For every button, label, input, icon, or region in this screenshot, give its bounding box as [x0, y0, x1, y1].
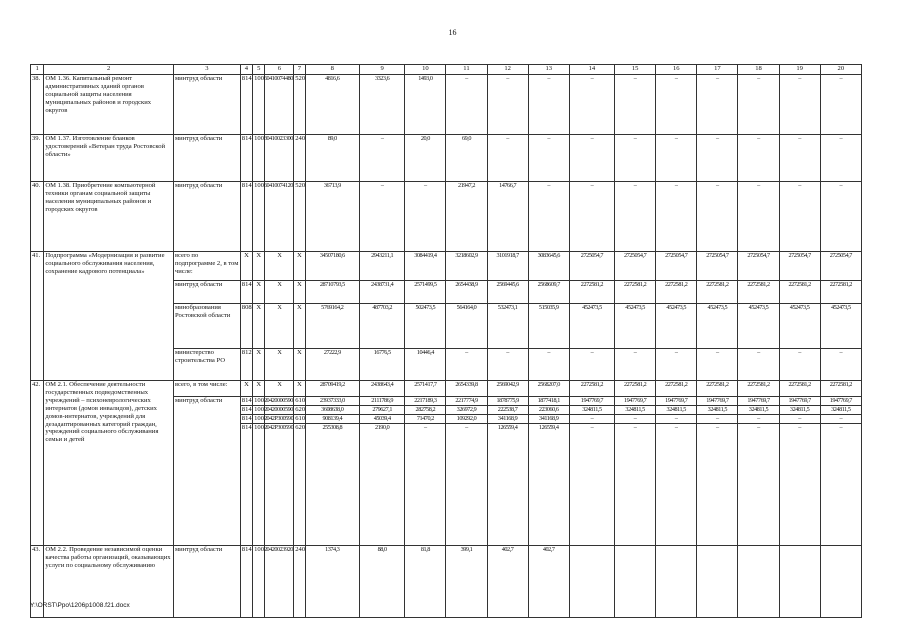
grbs-code: 814: [240, 546, 252, 618]
year-amount: 1493,0: [405, 75, 446, 135]
grbs-code: 814: [240, 424, 252, 546]
year-amount: 515035,9: [528, 304, 569, 349]
table-row: [31, 381, 862, 397]
section-code: 1002: [253, 546, 265, 618]
expense-type-code: 610: [295, 397, 306, 404]
expense-type-code: 240: [294, 135, 305, 182]
year-amount: –: [487, 75, 528, 135]
year-amount: 126559,4: [487, 424, 528, 546]
year-amount: 2725054,7: [738, 252, 779, 281]
table-body: [31, 65, 862, 618]
row-number: 43.: [31, 546, 44, 618]
year-amount: 2272581,2: [569, 381, 614, 397]
year-amount: 564164,0: [446, 304, 487, 349]
expense-type-code: 240: [294, 546, 305, 618]
year-amount: –: [528, 75, 569, 135]
year-amount: –: [405, 182, 446, 252]
year-amount: 2272581,2: [697, 281, 738, 304]
year-amount: –: [697, 182, 738, 252]
year-amount: –: [820, 135, 861, 182]
total-amount: 34507180,6: [305, 252, 360, 281]
expense-type-code: 610: [295, 415, 306, 422]
year-amount: –: [697, 75, 738, 135]
year-amount: 2943211,1: [360, 252, 405, 281]
measure-name: ОМ 1.36. Капитальный ремонт административных зданий органов социальной защиты населения муниципальных районов и городских округов: [44, 75, 174, 135]
year-amount: 452473,5: [738, 304, 779, 349]
year-amount: –: [615, 415, 656, 424]
expense-type-code: 520: [294, 75, 305, 135]
year-amount: [656, 546, 697, 618]
grbs-code: 814: [240, 135, 252, 182]
column-number: 17: [697, 65, 738, 75]
year-amount: 452473,5: [779, 304, 820, 349]
grbs-code: Х: [240, 252, 252, 281]
table-row: [31, 182, 862, 252]
year-amount: 2190,0: [360, 424, 405, 546]
grbs-code: 812: [240, 349, 252, 381]
year-amount: 2725054,7: [615, 252, 656, 281]
year-amount: –: [360, 182, 405, 252]
row-number: 40.: [31, 182, 44, 252]
year-amount: 487703,2: [360, 304, 405, 349]
column-number: 6: [265, 65, 294, 75]
row-number: 38.: [31, 75, 44, 135]
year-amount: –: [697, 415, 738, 424]
year-amount: 402,7: [528, 546, 569, 618]
year-amount: 2272581,2: [656, 381, 697, 397]
year-amount: –: [656, 135, 697, 182]
year-amount: 20,0: [405, 135, 446, 182]
measure-name: Подпрограмма «Модернизация и развитие социального обслуживания населения, сохранение кадрового потенциала»: [44, 252, 174, 381]
grbs-code: 808: [240, 304, 252, 349]
grbs-code: 814: [240, 75, 252, 135]
target-article-code: Х: [265, 304, 294, 349]
year-amount: –: [738, 349, 779, 381]
target-article-code: 0420023920: [265, 546, 294, 618]
year-amount: 71470,2: [405, 415, 446, 424]
year-amount: –: [820, 349, 861, 381]
year-amount: –: [615, 349, 656, 381]
section-code: 1006: [253, 182, 265, 252]
executor: всего, в том числе:: [173, 381, 240, 397]
total-amount: 5769164,2: [305, 304, 360, 349]
year-amount: –: [360, 135, 405, 182]
column-number: 18: [738, 65, 779, 75]
year-amount: 282758,2: [405, 406, 446, 415]
column-number: 10: [405, 65, 446, 75]
year-amount: –: [820, 182, 861, 252]
target-article-code: 0410023300: [265, 135, 294, 182]
column-number: 3: [173, 65, 240, 75]
year-amount: –: [779, 415, 820, 424]
section-code: 1002: [254, 397, 268, 404]
year-amount: –: [528, 349, 569, 381]
year-amount: 2272581,2: [656, 281, 697, 304]
year-amount: 2725054,7: [779, 252, 820, 281]
target-article-code: 0410074120: [265, 182, 294, 252]
year-amount: 1947769,7: [697, 397, 738, 406]
year-amount: [697, 546, 738, 618]
year-amount: –: [656, 182, 697, 252]
year-amount: 341168,9: [487, 415, 528, 424]
executor: минобразования Ростовской области: [173, 304, 240, 349]
column-number: 11: [446, 65, 487, 75]
grbs-code: 814: [241, 397, 252, 404]
total-amount: 89,0: [305, 135, 360, 182]
file-path-footer: Y:\ORST\Ppo\1206p1008.f21.docx: [30, 602, 130, 609]
year-amount: 126559,4: [528, 424, 569, 546]
column-number: 20: [820, 65, 861, 75]
total-amount: 255308,8: [305, 424, 360, 546]
year-amount: 1878775,9: [487, 397, 528, 406]
year-amount: 1947769,7: [615, 397, 656, 406]
year-amount: [738, 546, 779, 618]
year-amount: 2654339,8: [446, 381, 487, 397]
row-number: 42.: [31, 381, 44, 546]
year-amount: 341168,9: [528, 415, 569, 424]
year-amount: –: [615, 75, 656, 135]
total-amount: 3608638,0: [305, 406, 360, 415]
year-amount: –: [569, 349, 614, 381]
year-amount: 21947,2: [446, 182, 487, 252]
grbs-code: 814: [240, 281, 252, 304]
year-amount: 452473,5: [820, 304, 861, 349]
year-amount: 2654438,9: [446, 281, 487, 304]
year-amount: [615, 546, 656, 618]
column-number: 2: [44, 65, 174, 75]
year-amount: 2272581,2: [779, 281, 820, 304]
year-amount: 279627,1: [360, 406, 405, 415]
executor: минтруд области: [173, 135, 240, 182]
total-amount: 28709419,2: [305, 381, 360, 397]
year-amount: 81,8: [405, 546, 446, 618]
section-code: 1003: [253, 135, 265, 182]
year-amount: 2569445,6: [487, 281, 528, 304]
year-amount: 2571417,7: [405, 381, 446, 397]
table-row: [31, 252, 862, 281]
year-amount: 222538,7: [487, 406, 528, 415]
year-amount: –: [697, 349, 738, 381]
expense-type-code: Х: [294, 349, 305, 381]
table-row: [31, 546, 862, 618]
column-number-row: [31, 65, 862, 75]
year-amount: 2438731,4: [360, 281, 405, 304]
year-amount: –: [446, 75, 487, 135]
year-amount: –: [487, 349, 528, 381]
year-amount: 14766,7: [487, 182, 528, 252]
year-amount: –: [528, 135, 569, 182]
measure-name: ОМ 2.1. Обеспечение деятельности государственных подведомственных учреждений – психоневрологических интернатов (домов инвалидов), детских домов-интернатов, учреждений для дезадаптированных категорий граждан, учреждений социального обслуживания семьи и детей: [44, 381, 174, 546]
year-amount: –: [738, 424, 779, 546]
year-amount: 2725054,7: [697, 252, 738, 281]
expense-type-code: Х: [294, 252, 305, 281]
year-amount: 88,0: [360, 546, 405, 618]
year-amount: –: [779, 349, 820, 381]
target-article-code: 042Р300590: [265, 424, 294, 546]
year-amount: 3083645,6: [528, 252, 569, 281]
year-amount: 2111786,9: [360, 397, 405, 406]
year-amount: –: [820, 75, 861, 135]
year-amount: 3323,6: [360, 75, 405, 135]
year-amount: 1877418,1: [528, 397, 569, 406]
year-amount: 10446,4: [405, 349, 446, 381]
year-amount: 2272581,2: [615, 381, 656, 397]
year-amount: 402,7: [487, 546, 528, 618]
year-amount: 532473,1: [487, 304, 528, 349]
year-amount: [569, 546, 614, 618]
year-amount: 69,0: [446, 135, 487, 182]
year-amount: –: [446, 349, 487, 381]
year-amount: 452473,5: [656, 304, 697, 349]
target-article-code: Х: [265, 252, 294, 281]
target-article-code: 0420000590: [266, 406, 293, 413]
section-code: Х: [253, 304, 265, 349]
year-amount: 2272581,2: [820, 381, 861, 397]
year-amount: 326972,9: [446, 406, 487, 415]
year-amount: –: [738, 182, 779, 252]
column-number: 13: [528, 65, 569, 75]
year-amount: 223060,6: [528, 406, 569, 415]
target-article-code: 0420000590: [266, 397, 293, 404]
year-amount: 1947769,7: [569, 397, 614, 406]
column-number: 14: [569, 65, 614, 75]
year-amount: 2272581,2: [779, 381, 820, 397]
year-amount: 452473,5: [569, 304, 614, 349]
year-amount: 2272581,2: [820, 281, 861, 304]
year-amount: 3218602,9: [446, 252, 487, 281]
year-amount: 324811,5: [569, 406, 614, 415]
year-amount: 16776,5: [360, 349, 405, 381]
column-number: 19: [779, 65, 820, 75]
column-number: 7: [294, 65, 305, 75]
year-amount: 2217774,9: [446, 397, 487, 406]
executor: минтруд области: [173, 281, 240, 304]
total-amount: 1374,3: [305, 546, 360, 618]
measure-name: ОМ 2.2. Проведение независимой оценки качества работы организаций, оказывающих услуги по социальному обслуживанию: [44, 546, 174, 618]
executor: минтруд области: [173, 75, 240, 135]
year-amount: –: [820, 415, 861, 424]
expense-type-code: 620: [295, 406, 306, 413]
grbs-code: 814: [241, 415, 252, 422]
section-code: Х: [253, 281, 265, 304]
expense-type-code: Х: [294, 304, 305, 349]
year-amount: 3101918,7: [487, 252, 528, 281]
target-article-code: 042Р300590: [266, 415, 294, 422]
total-amount: 28710793,5: [305, 281, 360, 304]
expense-type-code: Х: [294, 381, 305, 397]
year-amount: –: [569, 424, 614, 546]
year-amount: 2571499,5: [405, 281, 446, 304]
year-amount: 2569042,9: [487, 381, 528, 397]
total-amount: 23937333,0: [305, 397, 360, 406]
year-amount: –: [446, 424, 487, 546]
year-amount: –: [615, 424, 656, 546]
year-amount: –: [697, 135, 738, 182]
expense-type-code: 520: [294, 182, 305, 252]
year-amount: –: [405, 424, 446, 546]
year-amount: 109292,0: [446, 415, 487, 424]
year-amount: 502473,5: [405, 304, 446, 349]
section-code: Х: [253, 349, 265, 381]
row-number: 41.: [31, 252, 44, 381]
year-amount: –: [569, 415, 614, 424]
year-amount: 452473,5: [697, 304, 738, 349]
year-amount: –: [738, 415, 779, 424]
year-amount: –: [656, 75, 697, 135]
executor: министерство строительства РО: [173, 349, 240, 381]
year-amount: [779, 546, 820, 618]
column-number: 1: [31, 65, 44, 75]
year-amount: –: [779, 424, 820, 546]
year-amount: –: [656, 349, 697, 381]
column-number: 16: [656, 65, 697, 75]
total-amount: 908139,4: [305, 415, 360, 424]
year-amount: 1947769,7: [738, 397, 779, 406]
year-amount: –: [779, 182, 820, 252]
measure-name: ОМ 1.38. Приобретение компьютерной техники органам социальной защиты населения муниципальных районов и городских округов: [44, 182, 174, 252]
year-amount: –: [487, 135, 528, 182]
column-number: 12: [487, 65, 528, 75]
column-number: 5: [253, 65, 265, 75]
target-article-code: Х: [265, 381, 294, 397]
column-number: 8: [305, 65, 360, 75]
section-code: 1002: [254, 406, 268, 413]
year-amount: 1947769,7: [779, 397, 820, 406]
total-amount: 4816,6: [305, 75, 360, 135]
year-amount: –: [569, 135, 614, 182]
year-amount: 2725054,7: [656, 252, 697, 281]
row-number: 39.: [31, 135, 44, 182]
year-amount: 2725054,7: [569, 252, 614, 281]
total-amount: 27222,9: [305, 349, 360, 381]
year-amount: –: [779, 75, 820, 135]
target-article-code: Х: [265, 349, 294, 381]
year-amount: 2438643,4: [360, 381, 405, 397]
year-amount: 3084419,4: [405, 252, 446, 281]
year-amount: 2272581,2: [569, 281, 614, 304]
year-amount: –: [779, 135, 820, 182]
budget-table: [30, 64, 862, 618]
section-code: 1006: [253, 75, 265, 135]
year-amount: 324811,5: [656, 406, 697, 415]
year-amount: 2272581,2: [697, 381, 738, 397]
section-code: 1002: [253, 424, 265, 546]
year-amount: 324811,5: [697, 406, 738, 415]
target-article-code: Х: [265, 281, 294, 304]
grbs-code: Х: [240, 381, 252, 397]
executor: всего по подпрограмме 2, в том числе:: [173, 252, 240, 281]
year-amount: –: [738, 135, 779, 182]
year-amount: 2272581,2: [738, 381, 779, 397]
table-row: [31, 135, 862, 182]
measure-name: ОМ 1.37. Изготовление бланков удостоверений «Ветеран труда Ростовской области»: [44, 135, 174, 182]
section-code: Х: [253, 252, 265, 281]
total-amount: 36713,9: [305, 182, 360, 252]
year-amount: –: [697, 424, 738, 546]
grbs-code: 814: [241, 406, 252, 413]
target-article-code: 0410074480: [265, 75, 294, 135]
executor: минтруд области: [173, 397, 240, 546]
grbs-code: 814: [240, 182, 252, 252]
executor: минтруд области: [173, 182, 240, 252]
executor: минтруд области: [173, 546, 240, 618]
year-amount: 452473,5: [615, 304, 656, 349]
year-amount: 324811,5: [615, 406, 656, 415]
section-code: Х: [253, 381, 265, 397]
year-amount: 324811,5: [779, 406, 820, 415]
expense-type-code: Х: [294, 281, 305, 304]
year-amount: 324811,5: [820, 406, 861, 415]
year-amount: 1947769,7: [820, 397, 861, 406]
year-amount: 2272581,2: [738, 281, 779, 304]
year-amount: –: [738, 75, 779, 135]
column-number: 4: [240, 65, 252, 75]
year-amount: 45039,4: [360, 415, 405, 424]
year-amount: 2725054,7: [820, 252, 861, 281]
column-number: 9: [360, 65, 405, 75]
column-number: 15: [615, 65, 656, 75]
year-amount: 2272581,2: [615, 281, 656, 304]
year-amount: 1947769,7: [656, 397, 697, 406]
section-code: 1002: [254, 415, 268, 422]
expense-type-code: 620: [294, 424, 305, 546]
page-number: 16: [448, 28, 457, 37]
year-amount: 2217189,3: [405, 397, 446, 406]
year-amount: –: [656, 415, 697, 424]
year-amount: –: [615, 135, 656, 182]
year-amount: –: [569, 75, 614, 135]
year-amount: –: [656, 424, 697, 546]
year-amount: –: [615, 182, 656, 252]
year-amount: [820, 546, 861, 618]
year-amount: 399,1: [446, 546, 487, 618]
year-amount: 2568207,0: [528, 381, 569, 397]
year-amount: 324811,5: [738, 406, 779, 415]
year-amount: –: [569, 182, 614, 252]
year-amount: 2568609,7: [528, 281, 569, 304]
table-row: [31, 75, 862, 135]
year-amount: –: [820, 424, 861, 546]
year-amount: –: [528, 182, 569, 252]
